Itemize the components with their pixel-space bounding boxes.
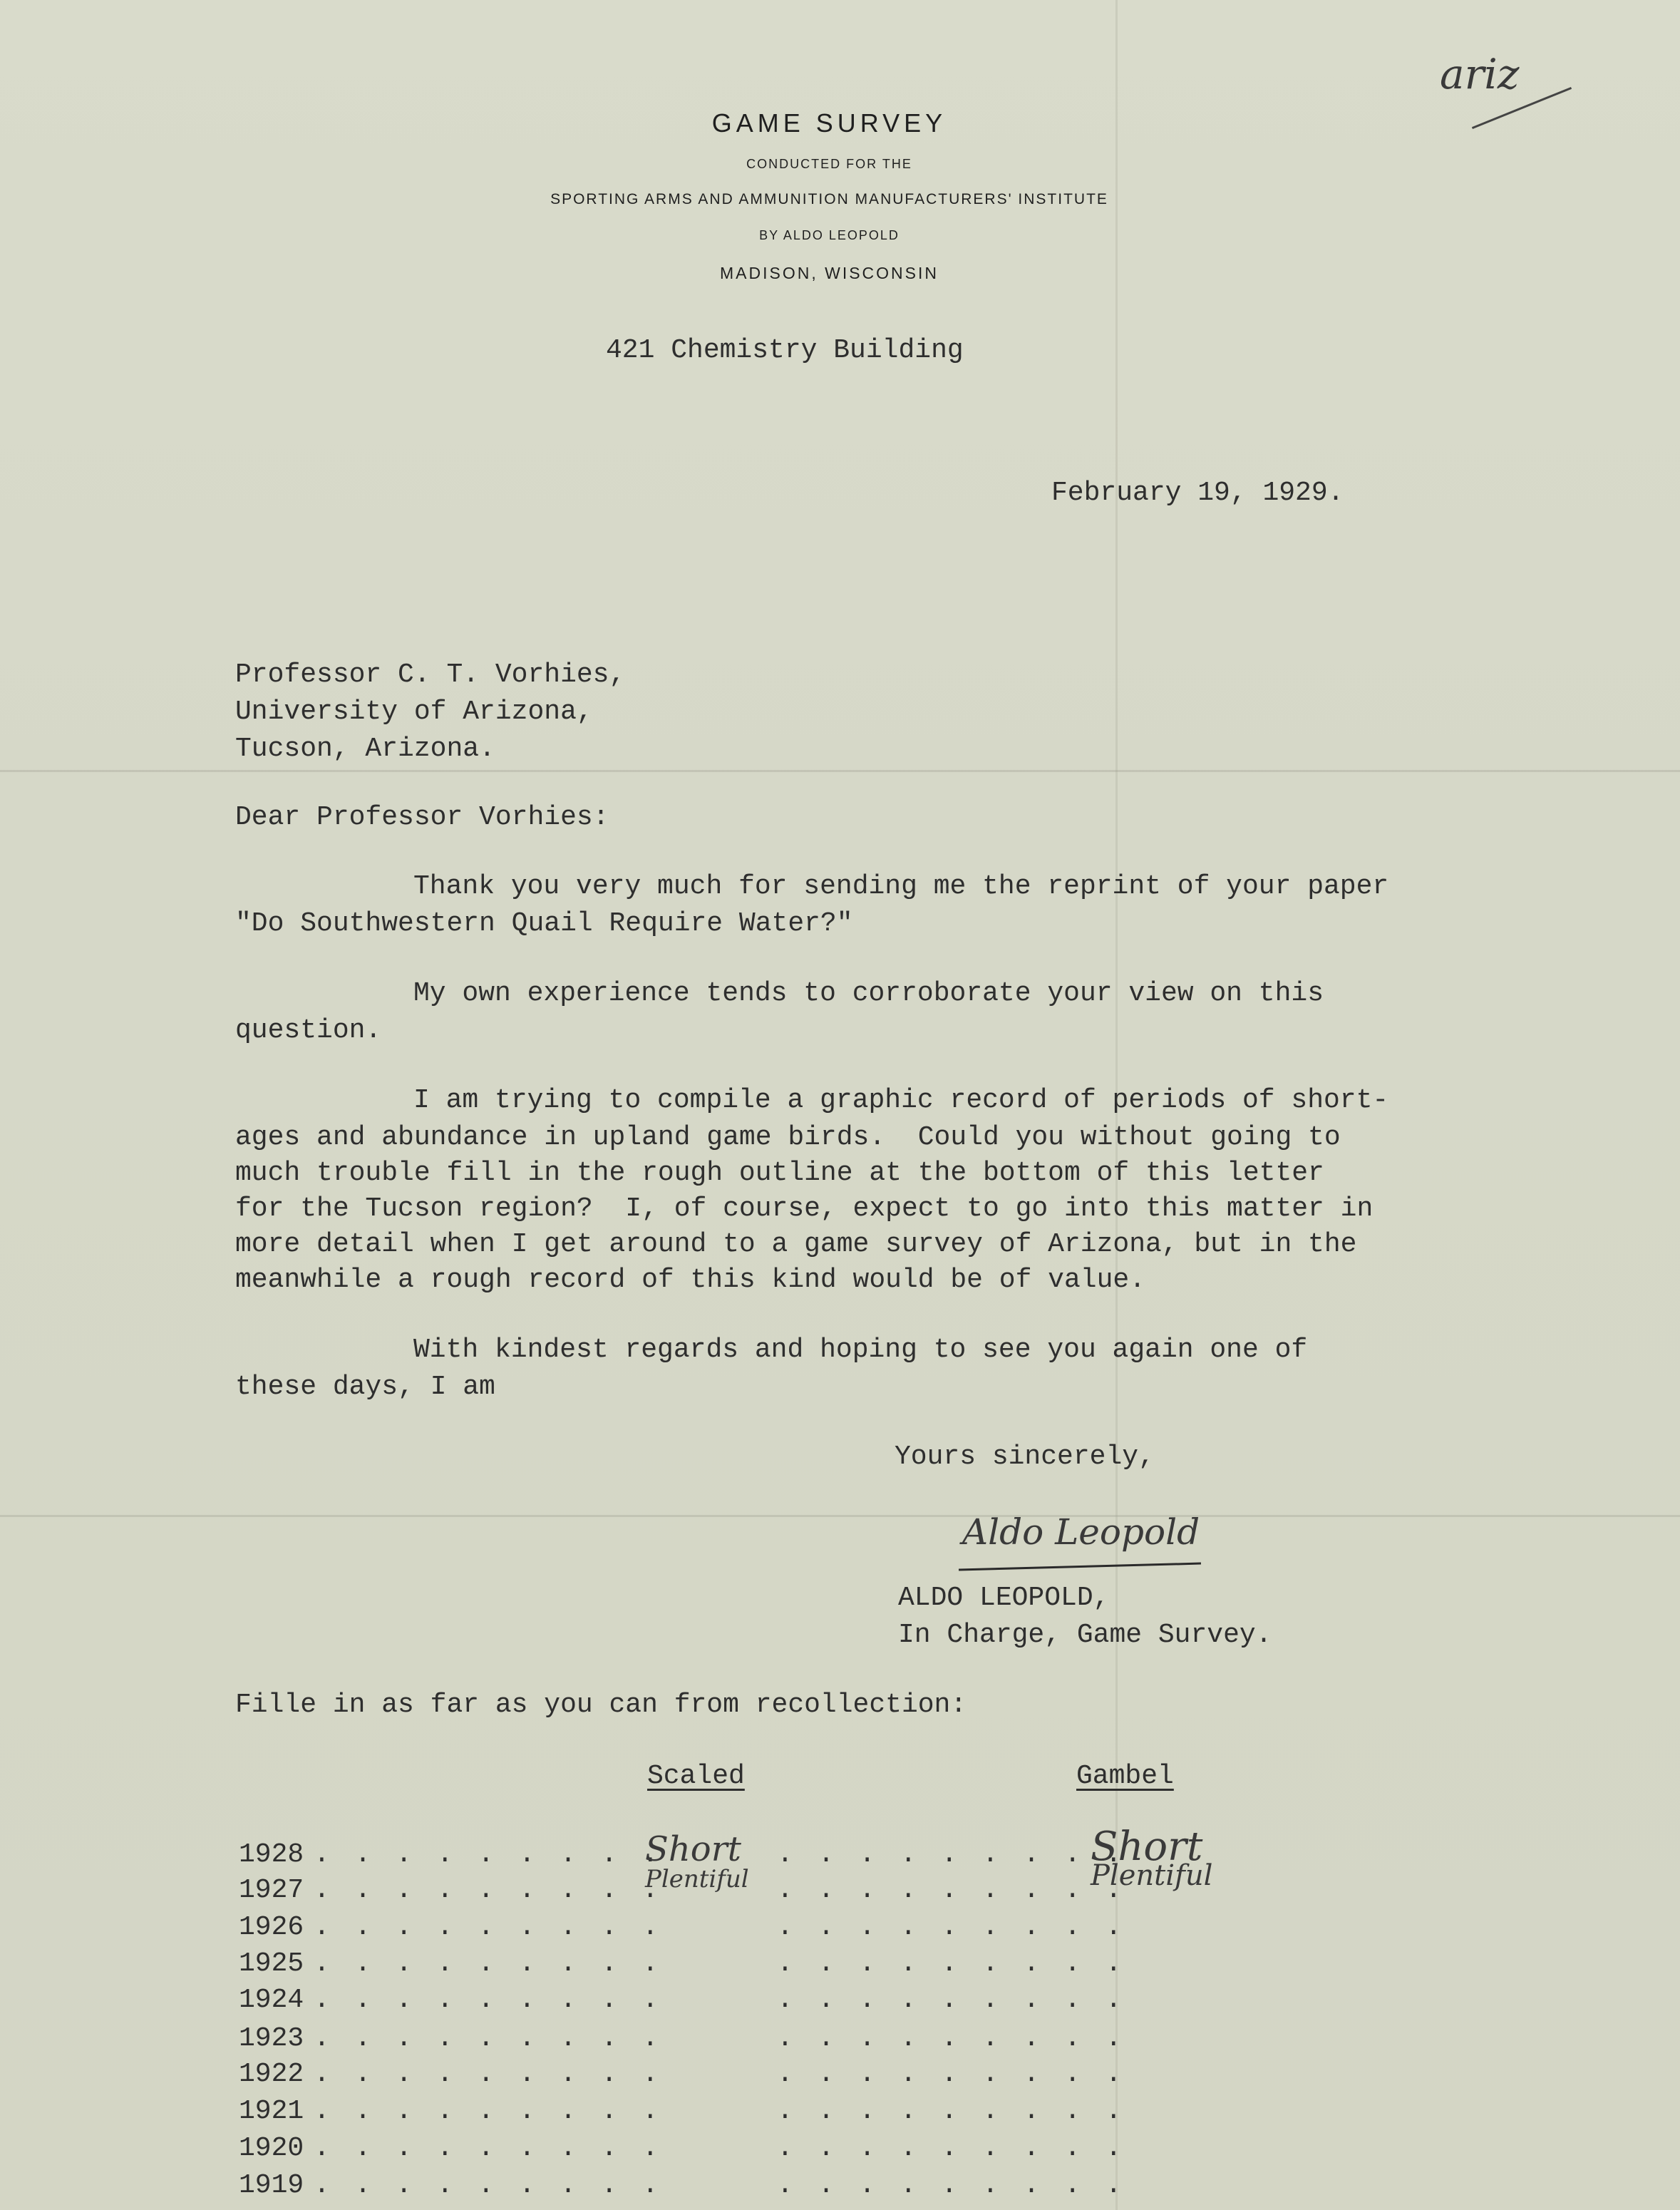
dot-leader: . . . . . . . . . <box>314 1839 663 1870</box>
form-instruction: Fille in as far as you can from recollection: <box>235 1690 967 1720</box>
letter-date: February 19, 1929. <box>1051 478 1344 508</box>
body-line: for the Tucson region? I, of course, expect to go into this matter in <box>235 1193 1374 1224</box>
scaled-entry: Short <box>645 1829 741 1869</box>
dot-leader: . . . . . . . . . <box>314 2059 663 2090</box>
handwritten-annotation: ariz <box>1440 50 1520 98</box>
form-year: 1927 <box>239 1875 304 1906</box>
dot-leader: . . . . . . . . . <box>314 2023 663 2054</box>
dot-leader: . . . . . . . . . <box>314 1948 663 1979</box>
body-line: much trouble fill in the rough outline at the bottom of this letter <box>235 1158 1324 1188</box>
scaled-entry: Plentiful <box>645 1865 749 1893</box>
form-year: 1924 <box>239 1985 304 2015</box>
letterhead-conducted: CONDUCTED FOR THE <box>746 157 912 171</box>
dot-leader: . . . . . . . . . <box>777 2133 1126 2164</box>
body-line: these days, I am <box>235 1372 495 1402</box>
form-year: 1926 <box>239 1912 304 1943</box>
dot-leader: . . . . . . . . . <box>777 1985 1126 2015</box>
letterhead-city: MADISON, WISCONSIN <box>719 264 939 282</box>
body-line: ages and abundance in upland game birds. Could you without going to <box>235 1122 1341 1153</box>
closing: Yours sincerely, <box>895 1441 1155 1472</box>
signer-name: ALDO LEOPOLD, <box>898 1583 1110 1613</box>
recipient-line-1: Professor C. T. Vorhies, <box>235 659 626 690</box>
body-line: question. <box>235 1015 382 1046</box>
gambel-entry: Plentiful <box>1091 1859 1213 1892</box>
dot-leader: . . . . . . . . . <box>314 1912 663 1943</box>
dot-leader: . . . . . . . . . <box>314 1985 663 2015</box>
column-header-scaled: Scaled <box>647 1761 745 1792</box>
address-line: 421 Chemistry Building <box>606 335 964 366</box>
recipient-line-3: Tucson, Arizona. <box>235 734 495 764</box>
letterhead-title: GAME SURVEY <box>711 108 947 138</box>
dot-leader: . . . . . . . . . <box>314 2096 663 2127</box>
form-year: 1923 <box>239 2023 304 2054</box>
form-year: 1928 <box>239 1839 304 1870</box>
form-year: 1921 <box>239 2096 304 2127</box>
body-line: I am trying to compile a graphic record of periods of short- <box>413 1085 1389 1116</box>
dot-leader: . . . . . . . . . <box>314 2170 663 2201</box>
body-line: Thank you very much for sending me the reprint of your paper <box>413 871 1389 902</box>
signature: Aldo Leopold <box>962 1511 1200 1553</box>
fold-crease <box>0 770 1680 772</box>
form-year: 1922 <box>239 2059 304 2090</box>
recipient-line-2: University of Arizona, <box>235 697 593 727</box>
dot-leader: . . . . . . . . . <box>777 2096 1126 2127</box>
signature-underline <box>959 1563 1201 1571</box>
dot-leader: . . . . . . . . . <box>777 2023 1126 2054</box>
body-line: meanwhile a rough record of this kind would be of value. <box>235 1265 1146 1295</box>
letterhead-institute: SPORTING ARMS AND AMMUNITION MANUFACTURERS' INSTITUTE <box>550 191 1108 207</box>
form-year: 1925 <box>239 1948 304 1979</box>
dot-leader: . . . . . . . . . <box>777 1912 1126 1943</box>
dot-leader: . . . . . . . . . <box>777 2170 1126 2201</box>
dot-leader: . . . . . . . . . <box>777 1948 1126 1979</box>
signer-title: In Charge, Game Survey. <box>898 1620 1272 1650</box>
dot-leader: . . . . . . . . . <box>314 1875 663 1906</box>
body-line: "Do Southwestern Quail Require Water?" <box>235 908 853 939</box>
gambel-entry: Short <box>1091 1824 1203 1870</box>
body-line: With kindest regards and hoping to see you again one of <box>413 1335 1308 1365</box>
dot-leader: . . . . . . . . . <box>314 2133 663 2164</box>
fold-crease <box>0 1515 1680 1517</box>
column-header-gambel: Gambel <box>1076 1761 1174 1792</box>
dot-leader: . . . . . . . . . <box>777 1875 1126 1906</box>
form-year: 1919 <box>239 2170 304 2201</box>
letterhead-by: BY ALDO LEOPOLD <box>759 228 900 242</box>
form-year: 1920 <box>239 2133 304 2164</box>
dot-leader: . . . . . . . . . <box>777 2059 1126 2090</box>
body-line: My own experience tends to corroborate your view on this <box>413 978 1324 1009</box>
body-line: more detail when I get around to a game survey of Arizona, but in the <box>235 1229 1357 1260</box>
dot-leader: . . . . . . . . . <box>777 1839 1126 1870</box>
salutation: Dear Professor Vorhies: <box>235 802 609 833</box>
